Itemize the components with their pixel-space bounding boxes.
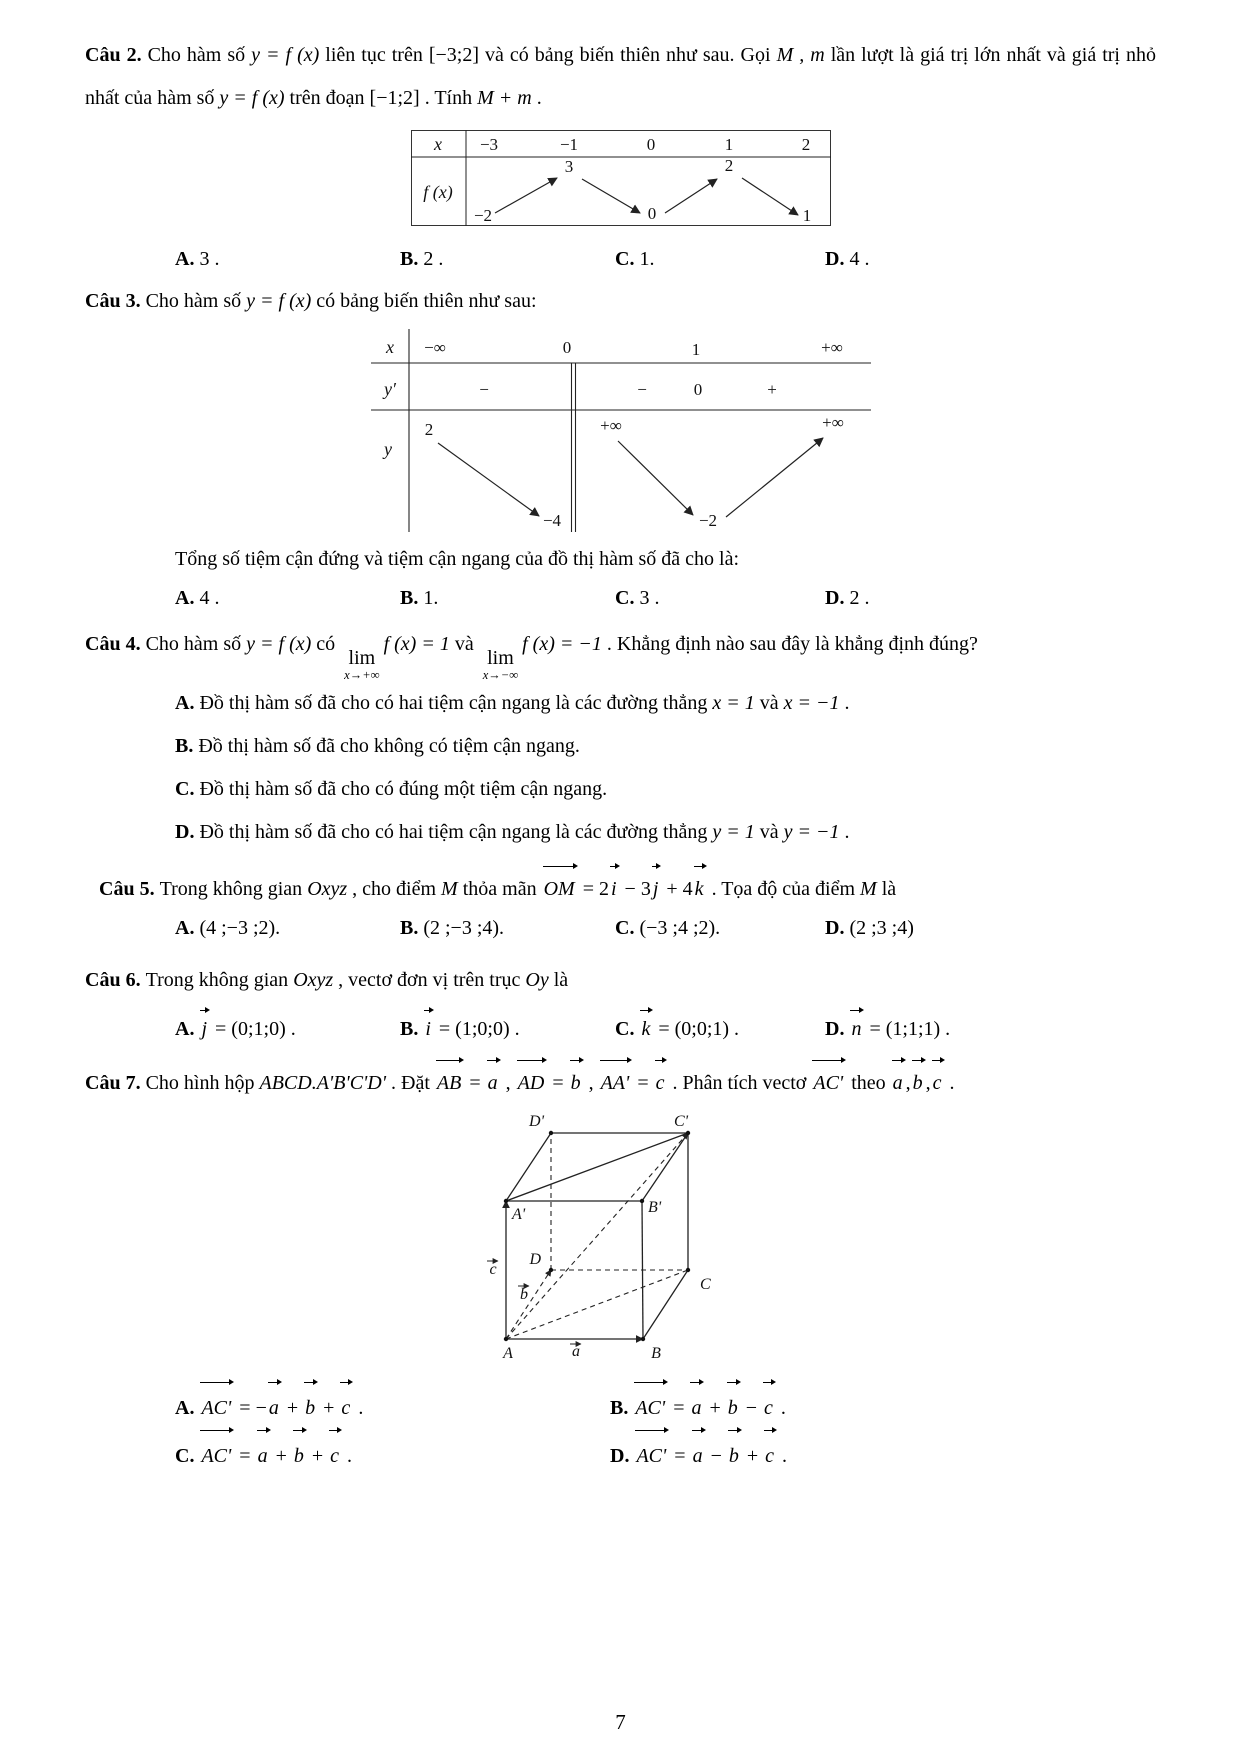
f-value: 0: [647, 204, 656, 223]
answer-option-a: A. AC' = − a + b + c .: [175, 1384, 610, 1432]
vector-label-c: c: [488, 1260, 497, 1278]
fx-row-label: f (x): [422, 182, 453, 202]
q3-question-line: Tổng số tiệm cận đứng và tiệm cận ngang của đồ thị hàm số đã cho là:: [175, 548, 740, 570]
y-value-top: +∞: [599, 416, 622, 435]
y-prime-sign: 0: [693, 380, 702, 399]
vertex-label-b-prime: B': [647, 1198, 661, 1216]
answer-option-a: A. j = (0;1;0) .: [175, 1012, 400, 1046]
answer-option-c: C. 1.: [615, 248, 655, 270]
y-prime-sign: +: [766, 380, 777, 399]
q4-option-d: D. Đồ thị hàm số đã cho có hai tiệm cận ngang là các đường thẳng y = 1 và y = −1 .: [175, 820, 850, 843]
question-6-text: Câu 6. Trong không gian Oxyz , vectơ đơn vị trên trục Oy là: [85, 968, 569, 991]
q7-figure-wrap: [85, 1113, 1156, 1374]
question-4-text: Câu 4. Cho hàm số y = f (x) có lim x→+∞ f (x) = 1 và lim x→−∞ f (x) = −1 . Khẳng định nào sau đây là khẳng định đúng?: [85, 633, 978, 682]
x-row-label: x: [433, 134, 442, 154]
answer-option-c: C. AC' = a + b + c .: [175, 1432, 610, 1480]
q4-option-c: C. Đồ thị hàm số đã cho có đúng một tiệm cận ngang.: [175, 777, 608, 800]
answer-option-b: B. 2 .: [400, 248, 444, 270]
vertex-label-a-prime: A': [511, 1205, 525, 1223]
answer-option-d: D. AC' = a − b + c .: [610, 1432, 787, 1480]
variation-arrows: [495, 178, 798, 215]
x-row-label: x: [385, 337, 394, 357]
x-value: 0: [646, 135, 655, 154]
f-value: 1: [802, 206, 811, 225]
vector-label-b: b: [519, 1285, 528, 1303]
x-value: 1: [724, 135, 733, 154]
vertex-label-a: A: [502, 1344, 513, 1362]
y-prime-sign: −: [636, 380, 647, 399]
q4-option-a: A. Đồ thị hàm số đã cho có hai tiệm cận ngang là các đường thẳng x = 1 và x = −1 .: [175, 691, 850, 714]
x-value: −∞: [423, 338, 446, 357]
x-value: +∞: [820, 338, 843, 357]
q2-answers: [85, 242, 1156, 276]
q7-answers-row-1: [85, 1384, 1156, 1432]
page-number: 7: [615, 1710, 626, 1734]
answer-option-b: B. i = (1;0;0) .: [400, 1012, 615, 1046]
x-value: 0: [562, 338, 571, 357]
q2-variation-table: [411, 130, 831, 226]
y-value-min2: −2: [698, 511, 717, 530]
answer-option-b: B. 1.: [400, 587, 439, 609]
answer-option-a: A. 4 .: [175, 587, 220, 609]
answer-option-d: D. 4 .: [825, 248, 870, 270]
answer-option-c: C. (−3 ;4 ;2).: [615, 916, 721, 939]
answer-option-d: D. (2 ;3 ;4): [825, 916, 914, 939]
vertex-label-d-prime: D': [528, 1112, 544, 1130]
q7-answers-row-2: [85, 1432, 1156, 1480]
q3-table-wrap: [85, 327, 1156, 538]
answer-option-c: C. 3 .: [615, 587, 660, 609]
answer-option-b: B. (2 ;−3 ;4).: [400, 916, 505, 939]
answer-option-d: D. n = (1;1;1) .: [825, 1012, 950, 1046]
question-3-text: Câu 3. Cho hàm số y = f (x) có bảng biến thiên như sau:: [85, 290, 537, 312]
f-value: −2: [473, 206, 492, 225]
q5-answers: [85, 911, 1156, 945]
answer-option-c: C. k = (0;0;1) .: [615, 1012, 825, 1046]
vertex-label-c-prime: C': [673, 1112, 688, 1130]
q4-option-b: B. Đồ thị hàm số đã cho không có tiệm cận ngang.: [175, 734, 580, 757]
answer-option-a: A. (4 ;−3 ;2).: [175, 916, 281, 939]
x-value: 1: [691, 340, 700, 359]
y-row-label: y: [383, 439, 392, 459]
y-value-start: 2: [424, 420, 433, 439]
parallelepiped-figure: [486, 1113, 756, 1368]
q3-answers: [85, 581, 1156, 615]
variation-arrows: [438, 438, 823, 517]
answer-option-a: A. 3 .: [175, 248, 220, 270]
vector-label-a: a: [571, 1342, 580, 1360]
f-value: 2: [724, 156, 733, 175]
vertex-label-b: B: [650, 1344, 661, 1362]
x-value: 2: [801, 135, 810, 154]
f-value: 3: [564, 157, 573, 176]
q2-table-wrap: [85, 130, 1156, 232]
x-value: −1: [559, 135, 578, 154]
answer-option-b: B. AC' = a + b − c .: [610, 1384, 786, 1432]
vertex-label-d: D: [528, 1250, 541, 1268]
question-2-text: Câu 2. Cho hàm số y = f (x) liên tục trên [−3;2] và có bảng biến thiên như sau. Gọi M , m lần lượt là giá trị lớn nhất và giá trị nhỏ nhất của hàm số y = f (x) trên đoạn [−1;2] . Tính M + m .: [85, 44, 1156, 109]
question-5-text: Câu 5. Trong không gian Oxyz , cho điểm M thỏa mãn OM = 2 i − 3 j + 4 k . Tọa độ của điểm M là: [85, 868, 1156, 911]
y-value-min1: −4: [542, 511, 561, 530]
x-value: −3: [479, 135, 498, 154]
question-7-text: Câu 7. Cho hình hộp ABCD.A'B'C'D' . Đặt AB = a , AD = b , AA' = c . Phân tích vectơ AC' theo a , b , c .: [85, 1062, 1156, 1105]
y-prime-sign: −: [478, 380, 489, 399]
q3-variation-table: [371, 327, 871, 532]
q6-answers: [85, 1012, 1156, 1046]
vector-label-arrows: [487, 1261, 581, 1344]
y-prime-row-label: y′: [383, 379, 396, 399]
vertex-label-c: C: [699, 1275, 711, 1293]
dashed-edges: [506, 1133, 688, 1339]
y-value-end: +∞: [821, 413, 844, 432]
answer-option-d: D. 2 .: [825, 587, 870, 609]
